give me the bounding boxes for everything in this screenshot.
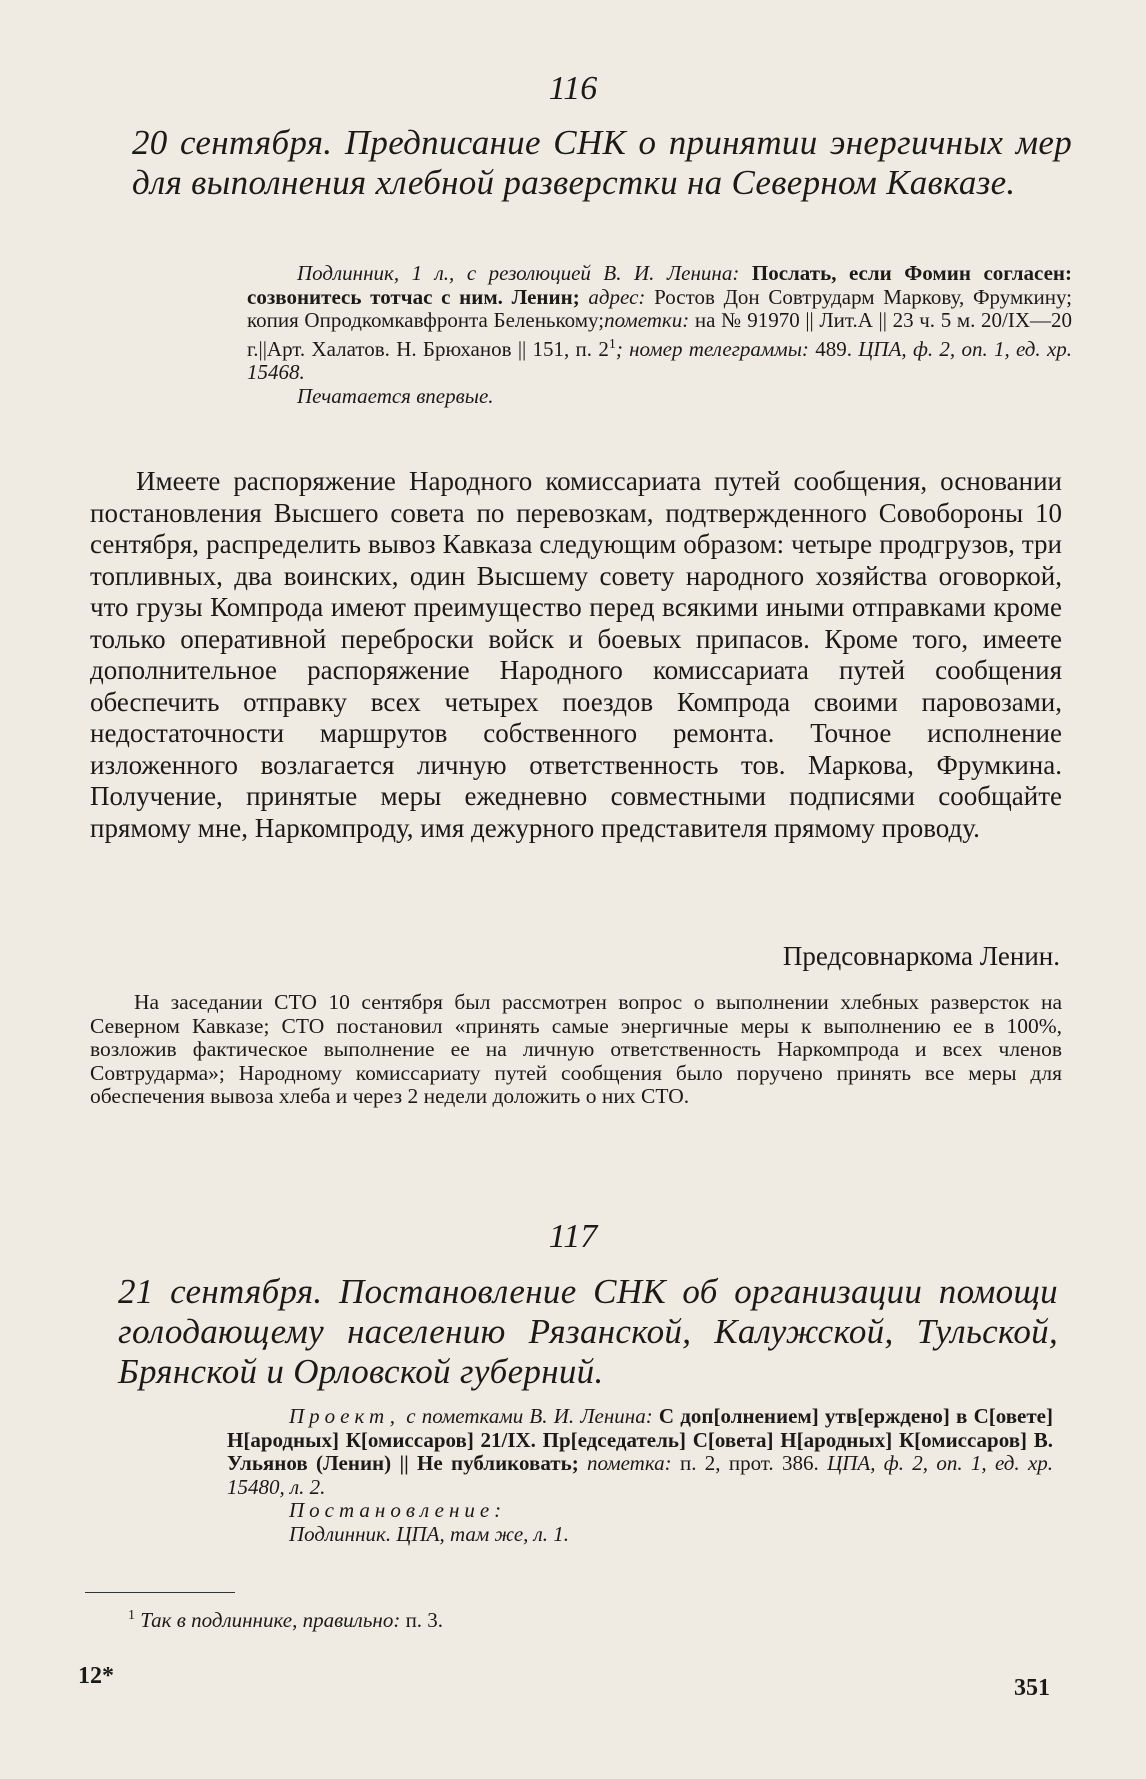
editorial-note-116: На заседании СТО 10 сентября был рассмотрен вопрос о выполнении хлебных разверсток на Северном Кавказе; СТО постановил «принять самые энергичные меры к выполнению ее в 100%, возложив фактическое выполнение ее на личную ответственность Наркомпрода и всех членов Совтрударма»; Народному комиссариату путей сообщения было поручено принять все меры для обеспечения вывоза хлеба и через 2 недели доложить о них СТО. — [90, 990, 1062, 1108]
archive-reference-117: ЦПА, ф. 2, оп. 1, ед. хр. 15480, л. 2. — [227, 1451, 1054, 1499]
lenin-resolution: Послать, если Фомин согласен: созвонитесь тотчас с ним. Ленин; — [247, 261, 1073, 309]
signature-116: Предсовнаркома Ленин. — [782, 941, 1060, 971]
document-body-116: Имеете распоряжение Народного комиссариата путей сообщения, основании постановления Высшего совета по перевозкам, подтвержденного Совобороны 10 сентября, распределить вывоз Кавказа следующим образом: четыре продгрузов, три топливных, два воинских, один Высшему совету народного хозяйства оговоркой, что грузы Компрода имеют преимущество перед всякими иными отправками кроме только оперативной переброски войск и боевых припасов. Кроме того, имеете дополнительное распоряжение Народного комиссариата путей сообщения обеспечить отправку всех четырех поездов Компрода своими паровозами, недостаточности маршрутов собственного ремонта. Точное исполнение изложенного возлагается личную ответственность тов. Маркова, Фрумкина. Получение, принятые меры ежедневно совместными подписями сообщайте прямому мне, Наркомпроду, имя дежурного представителя прямому проводу. — [90, 466, 1062, 843]
footnote-divider — [85, 1592, 235, 1593]
document-meta-116 — [247, 262, 1072, 408]
source-description: Подлинник, 1 л., с резолюцией В. И. Ленина: — [297, 261, 740, 285]
document-number-116: 116 — [548, 70, 598, 107]
address-label: адрес: — [588, 284, 646, 309]
resolution-source: Подлинник. ЦПА, там же, л. 1. — [289, 1521, 570, 1546]
archive-reference: ЦПА, ф. 2, оп. 1, ед. хр. 15468. — [247, 336, 1073, 384]
footnote — [128, 1608, 443, 1633]
resolution-label: Постановление: — [289, 1498, 507, 1522]
marks-text: на № 91970 || Лит.А || 23 ч. 5 м. 20/IX—20 г.||Арт. Халатов. Н. Брюханов || 151, п. 2 — [247, 308, 1073, 361]
footnote-ref: 1 — [608, 336, 616, 352]
first-publication-note: Печатается впервые. — [297, 383, 494, 408]
document-meta-117 — [227, 1405, 1053, 1546]
page-number: 351 — [1014, 1675, 1050, 1701]
signature-mark: 12* — [78, 1663, 114, 1689]
document-heading-116: 20 сентября. Предписание СНК о принятии энергичных мер для выполнения хлебной разверстки на Северном Кавказе. — [132, 123, 1072, 202]
telegram-label: ; номер телеграммы: — [615, 336, 809, 361]
footnote-text: п. 3. — [405, 1608, 444, 1632]
address-text: Ростов Дон Совтрударм Маркову, Фрумкину; копия Опродкомкавфронта Беленькому; — [247, 284, 1073, 332]
mark-text: п. 2, прот. 386. — [679, 1451, 819, 1475]
lenin-approval: С доп[олнением] утв[ерждено] в С[овете] Н[ародных] К[омиссаров] 21/IX. Пр[едседатель] С[овета] Н[ародных] К[омиссаров] В. Ульянов (Ленин) || Не публиковать; — [227, 1404, 1053, 1475]
marks-label: пометки: — [604, 308, 690, 332]
telegram-number: 489. — [815, 336, 852, 361]
document-heading-117: 21 сентября. Постановление СНК об организации помощи голодающему населению Рязанской, Калужской, Тульской, Брянской и Орловской губерний. — [118, 1272, 1058, 1391]
draft-description: с пометками В. И. Ленина: — [406, 1404, 653, 1428]
draft-label: Проект, — [289, 1404, 400, 1428]
footnote-italic: Так в подлиннике, правильно: — [140, 1608, 401, 1632]
footnote-mark: 1 — [128, 1608, 135, 1623]
document-number-117: 117 — [548, 1218, 598, 1255]
mark-label: пометка: — [587, 1451, 672, 1475]
